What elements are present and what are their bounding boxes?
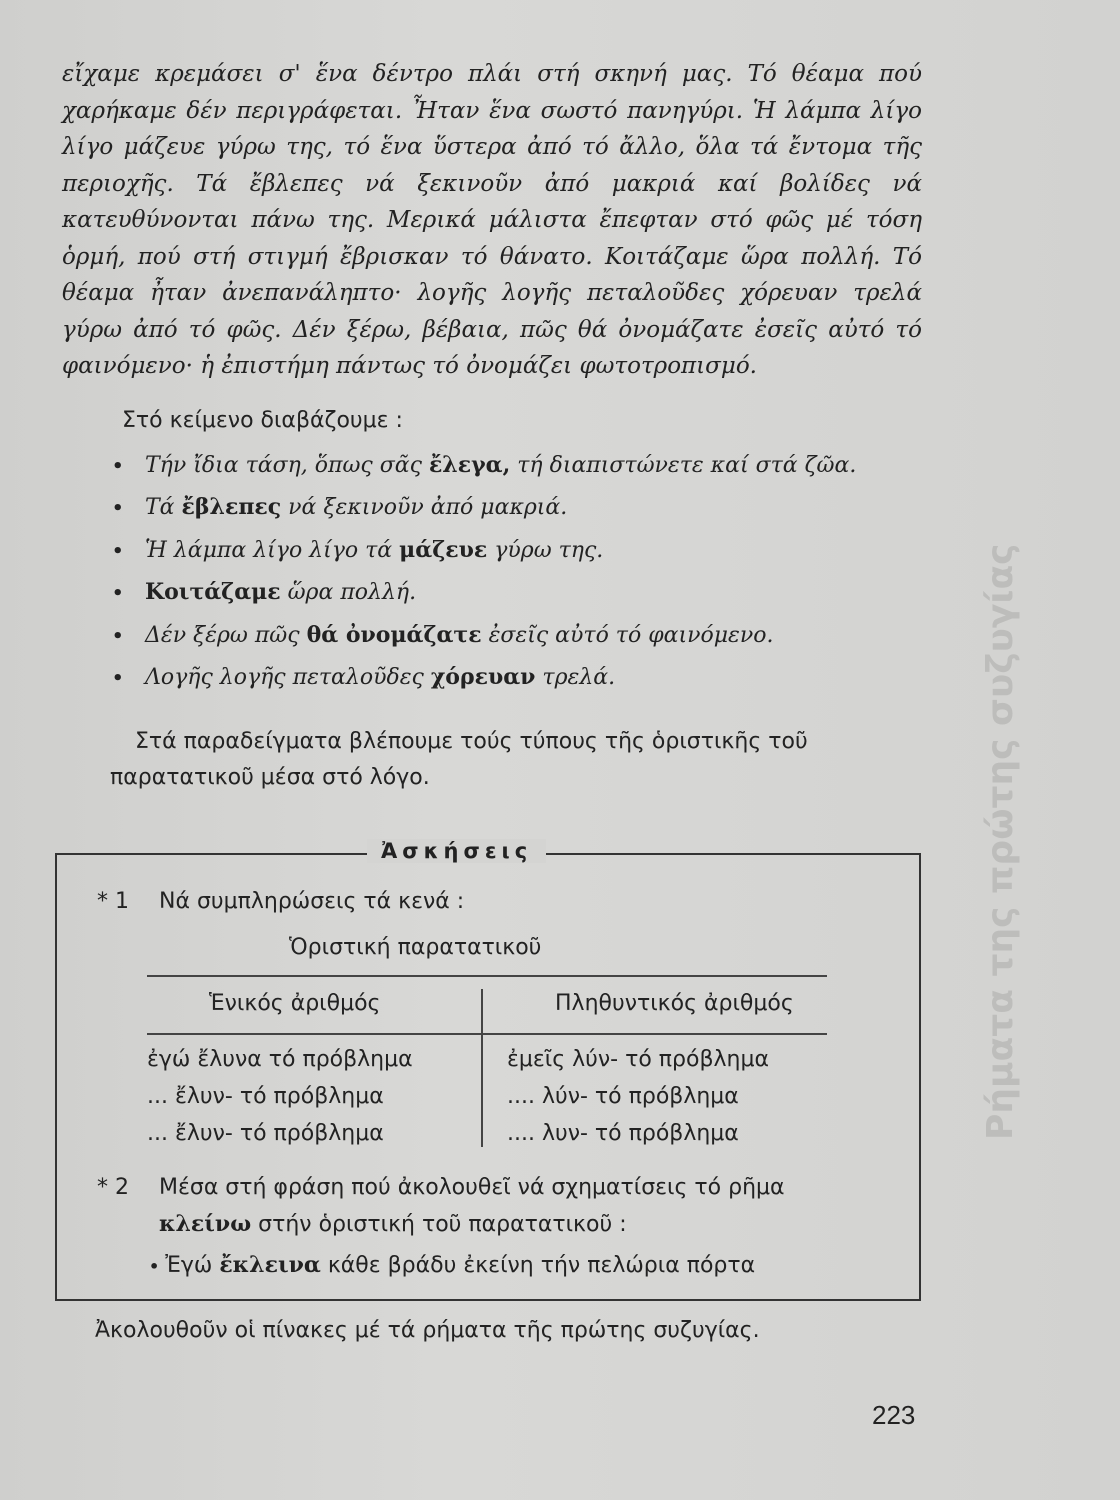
list-item: • Τά ἔβλεπες νά ξεκινοῦν ἀπό μακριά. [112,494,568,521]
table-divider [481,989,483,1147]
bullet-icon: • [112,583,124,605]
exercise-2-instruction-cont: κλείνω στήν ὁριστική τοῦ παρατατικοῦ : [159,1211,627,1237]
bullet-icon: • [149,1257,160,1276]
page-number: 223 [872,1400,916,1430]
bullet-icon: • [112,540,124,562]
list-item: • Δέν ξέρω πῶς θά ὀνομάζατε ἐσεῖς αὐτό τό φαινόμενο. [112,621,774,648]
table-header-rule [147,1033,827,1035]
exercise-box [55,839,921,1301]
exercise-2-example: • Ἐγώ ἔκλεινα κάθε βράδυ ἐκείνη τήν πελώρια πόρτα [149,1252,756,1278]
intro-paragraph: εἴχαμε κρεμάσει σ' ἕνα δέντρο πλάι στή σκηνή μας. Τό θέαμα πού χαρήκαμε δέν περιγράφεται. Ἦταν ἕνα σωστό πανηγύρι. Ἡ λάμπα λίγο λίγο μάζευε γύρω της, τό ἕνα ὕστερα ἀπό τό ἄλλο, ὅλα τά ἔντομα τῆς περιοχῆς. Τά ἔβλεπες νά ξεκινοῦν ἀπό μακριά καί βολίδες νά κατευθύνονται πάνω της. Μερικά μάλιστα ἔπεφταν στό φῶς μέ τόση ὁρμή, πού στή στιγμή ἔβρισκαν τό θάνατο. Κοιτάζαμε ὥρα πολλή. Τό θέαμα ἦταν ἀνεπανάληπτο· λογῆς λογῆς πεταλοῦδες χόρευαν τρελά γύρω ἀπό τό φῶς. Δέν ξέρω, βέβαια, πῶς θά ὀνομάζατε ἐσεῖς αὐτό τό φαινόμενο· ἡ ἐπιστήμη πάντως τό ὀνομάζει φωτοτροπισμό. [62,61,922,379]
exercise-1-instruction: Νά συμπληρώσεις τά κενά : [159,889,465,914]
table-header: Πληθυντικός ἀριθμός [555,991,794,1016]
bullet-icon: • [112,498,124,520]
bleed-through-text: Ρήματα της πρώτης συζυγίας [980,543,1021,1140]
table-cell: .... λύν- τό πρόβλημα [507,1084,739,1109]
outro-line: Ἀκολουθοῦν οἱ πίνακες μέ τά ρήματα τῆς πρώτης συζυγίας. [95,1318,760,1343]
conclusion-paragraph: Στά παραδείγματα βλέπουμε τούς τύπους τῆς ὁριστικῆς τοῦ παρατατικοῦ μέσα στό λόγο. [110,729,808,790]
table-title: Ὁριστική παρατατικοῦ [289,935,542,960]
exercise-2-marker: * 2 [97,1175,129,1200]
exercise-title: Ἀσκήσεις [367,839,546,863]
list-item: • Ἡ λάμπα λίγο λίγο τά μάζευε γύρω της. [112,536,604,563]
table-cell: ἐμεῖς λύν- τό πρόβλημα [507,1047,769,1072]
exercise-1-marker: * 1 [97,889,129,914]
bullet-icon: • [112,456,124,477]
list-item: • Τήν ἴδια τάση, ὅπως σᾶς ἔλεγα, τή διαπιστώνετε καί στά ζῶα. [112,452,857,478]
table-cell: ... ἔλυν- τό πρόβλημα [147,1084,384,1109]
list-item: • Κοιτάζαμε ὥρα πολλή. [112,579,417,606]
exercise-2-instruction: Μέσα στή φράση πού ἀκολουθεῖ νά σχηματίσεις τό ρῆμα [159,1175,785,1200]
table-header: Ἑνικός ἀριθμός [209,991,381,1016]
table-cell: ἐγώ ἔλυνα τό πρόβλημα [147,1047,413,1072]
bullet-icon: • [112,625,124,647]
table-top-rule [147,975,827,977]
intro-line: Στό κείμενο διαβάζουμε : [122,408,403,433]
table-cell: ... ἔλυν- τό πρόβλημα [147,1121,384,1146]
bullet-icon: • [112,667,124,689]
table-cell: .... λυν- τό πρόβλημα [507,1121,739,1146]
example-list [112,452,856,706]
list-item: • Λογῆς λογῆς πεταλοῦδες χόρευαν τρελά. [112,663,616,690]
